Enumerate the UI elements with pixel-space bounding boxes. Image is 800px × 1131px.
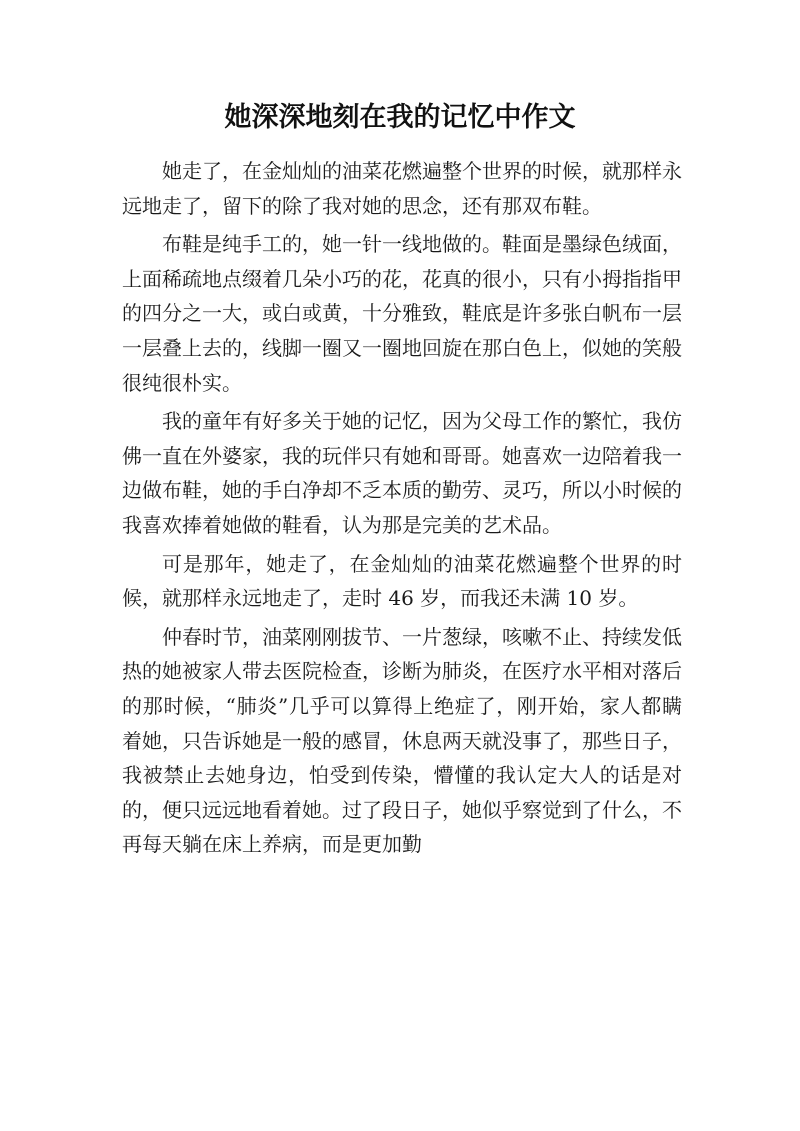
document-body xyxy=(122,154,682,866)
paragraph-2: 布鞋是纯手工的，她一针一线地做的。鞋面是墨绿色绒面，上面稀疏地点缀着几朵小巧的花，花真的很小，只有小拇指指甲的四分之一大，或白或黄，十分雅致，鞋底是许多张白帆布一层一层叠上去的，线脚一圈又一圈地回旋在那白色上，似她的笑般很纯很朴实。 xyxy=(122,232,682,395)
paragraph-5: 仲春时节，油菜刚刚拔节、一片葱绿，咳嗽不止、持续发低热的她被家人带去医院检查，诊断为肺炎，在医疗水平相对落后的那时候，“肺炎”几乎可以算得上绝症了，刚开始，家人都瞒着她，只告诉她是一般的感冒，休息两天就没事了，那些日子，我被禁止去她身边，怕受到传染，懵懂的我认定大人的话是对的，便只远远地看着她。过了段日子，她似乎察觉到了什么，不再每天躺在床上养病，而是更加勤 xyxy=(122,624,682,857)
paragraph-4: 可是那年，她走了，在金灿灿的油菜花燃遍整个世界的时候，就那样永远地走了，走时 46 岁，而我还未满 10 岁。 xyxy=(122,551,682,611)
document-title: 她深深地刻在我的记忆中作文 xyxy=(224,102,576,133)
paragraph-3: 我的童年有好多关于她的记忆，因为父母工作的繁忙，我仿佛一直在外婆家，我的玩伴只有她和哥哥。她喜欢一边陪着我一边做布鞋，她的手白净却不乏本质的勤劳、灵巧，所以小时候的我喜欢捧着她做的鞋看，认为那是完美的艺术品。 xyxy=(122,409,682,537)
paragraph-1: 她走了，在金灿灿的油菜花燃遍整个世界的时候，就那样永远地走了，留下的除了我对她的思念，还有那双布鞋。 xyxy=(122,159,682,218)
